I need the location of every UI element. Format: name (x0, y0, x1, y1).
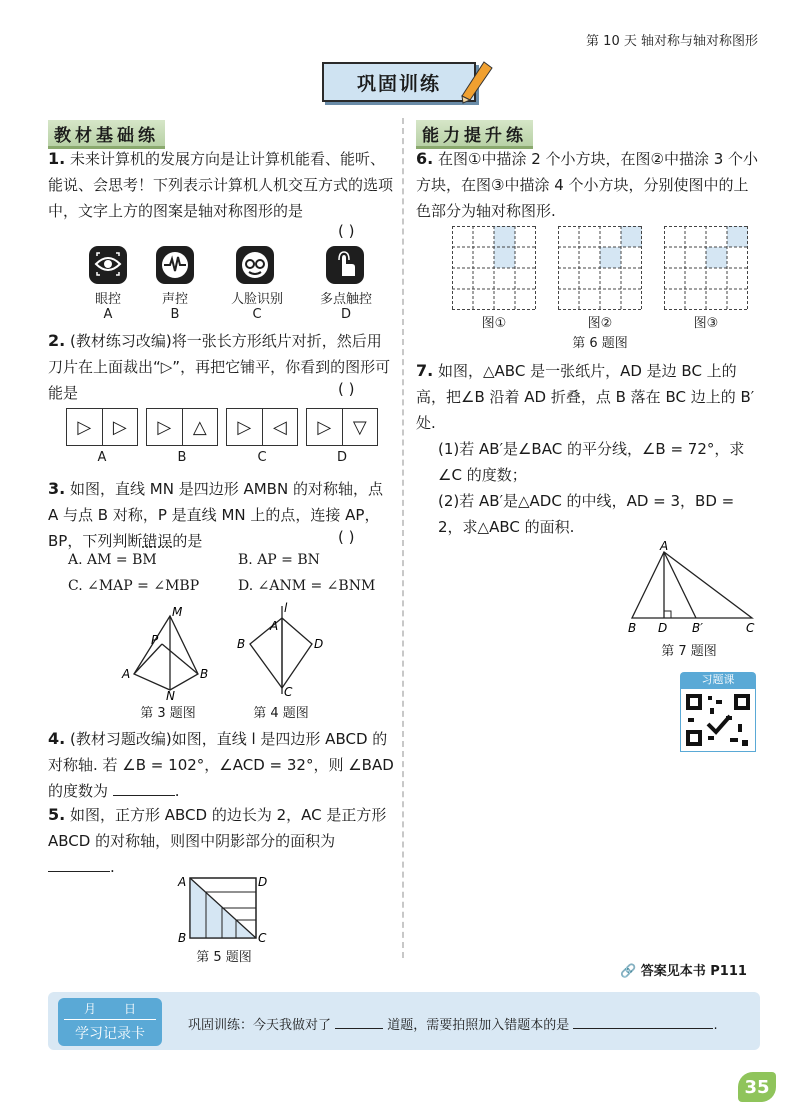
question-text: 如图，直线 MN 是四边形 AMBN 的对称轴，点 A 与点 B 对称，P 是直线 MN 上的点，连接 AP，BP，下列判断 (48, 480, 383, 550)
q2-option-d (306, 408, 378, 465)
fig4-label-d: D (314, 637, 324, 651)
option-letter: C (257, 450, 267, 465)
question-4 (48, 726, 394, 804)
qr-code-icon (680, 688, 756, 752)
fig5-label-d: D (258, 875, 268, 889)
option-letter: B (170, 307, 180, 322)
qr-code-block[interactable] (680, 672, 756, 752)
mistake-list-blank[interactable] (573, 1028, 713, 1029)
question-text: (教材练习改编)将一张长方形纸片对折，然后用刀片在上面裁出“▷”，再把它铺平，你看到的图形可能是 (48, 332, 391, 402)
q2-option-b (146, 408, 218, 465)
shape-right: ◁ (272, 416, 287, 438)
study-record-card (58, 998, 162, 1046)
pencil-icon (458, 60, 494, 104)
fig5-label-c: C (258, 931, 267, 944)
record-card-title: 学习记录卡 (64, 1019, 156, 1043)
option-label: 人脸识别 (230, 292, 283, 307)
fig5-label-b: B (178, 931, 187, 944)
q6-grid-2-label: 图② (587, 316, 613, 331)
question-number: 7. (416, 361, 434, 380)
face-recognition-icon (236, 246, 274, 284)
answer-bracket: ( ) (338, 528, 355, 546)
fig7-label-b: B (628, 621, 637, 635)
q3-option-d: D. ∠ANM = ∠BNM (238, 578, 376, 594)
shape-right: △ (192, 416, 207, 438)
question-text: 如图，△ABC 是一张纸片，AD 是边 BC 上的高，把∠B 沿着 AD 折叠，点 B 落在 BC 边上的 B′处. (416, 362, 755, 432)
q6-grid-1[interactable] (452, 226, 536, 310)
q2-option-a (66, 408, 138, 465)
question-7 (416, 358, 760, 436)
q1-option-c (222, 246, 302, 322)
figure-3 (118, 604, 218, 700)
section-title: 巩固训练 (322, 62, 476, 102)
fig3-label-p: P (151, 633, 159, 647)
emphasis-text: 错误 (142, 532, 173, 550)
sentence-end: . (174, 782, 180, 800)
fig3-label-a: A (122, 667, 131, 681)
question-number: 5. (48, 805, 66, 824)
option-letter: B (177, 450, 187, 465)
option-letter: D (336, 450, 347, 465)
fig3-label-n: N (166, 689, 175, 700)
qr-label: 习题课 (680, 672, 756, 688)
shape-right: ▽ (352, 416, 367, 438)
fig4-label-b: B (237, 637, 246, 651)
fig3-label-b: B (200, 667, 209, 681)
chapter-header: 第 10 天 轴对称与轴对称图形 (586, 34, 758, 49)
question-number: 2. (48, 331, 66, 350)
question-5 (48, 802, 394, 880)
option-letter: D (340, 307, 351, 322)
question-1 (48, 146, 394, 224)
shape-right: ▷ (112, 416, 127, 438)
q1-options (82, 246, 392, 322)
month-label: 月 (83, 1002, 96, 1016)
page-number: 35 (738, 1072, 776, 1102)
shape-left: ▷ (307, 409, 343, 445)
question-number: 1. (48, 149, 66, 168)
q7-subquestion-1: (1)若 AB′是∠BAC 的平分线，∠B = 72°，求∠C 的度数； (438, 440, 745, 484)
option-letter: A (103, 307, 113, 322)
q3-option-b: B. AP = BN (238, 552, 320, 568)
sentence-end: . (110, 858, 115, 876)
figure-4 (232, 600, 324, 700)
column-divider (402, 118, 404, 958)
figure-5-caption: 第 5 题图 (196, 950, 252, 965)
fig5-label-a: A (178, 875, 187, 889)
question-number: 3. (48, 479, 66, 498)
eye-control-icon (89, 246, 127, 284)
answer-blank[interactable] (48, 871, 110, 872)
q2-options (66, 408, 396, 474)
figure-5 (176, 874, 272, 944)
q1-option-b (152, 246, 212, 322)
shape-left: ▷ (67, 409, 103, 445)
option-letter: A (97, 450, 107, 465)
question-number: 4. (48, 729, 66, 748)
question-text: (教材习题改编)如图，直线 l 是四边形 ABCD 的对称轴. 若 ∠B = 102°，∠ACD = 32°，则 ∠BAD 的度数为 (48, 730, 394, 800)
question-text: 如图，正方形 ABCD 的边长为 2，AC 是正方形 ABCD 的对称轴，则图中阴影部分的面积为 (48, 806, 387, 850)
record-text-b: 道题，需要拍照加入错题本的是 (387, 1018, 570, 1033)
q1-option-a (82, 246, 142, 322)
q6-grid-3[interactable] (664, 226, 748, 310)
question-text: 在图①中描涂 2 个小方块，在图②中描涂 3 个小方块，在图③中描涂 4 个小方块，分别使图中的上色部分为轴对称图形. (416, 150, 759, 220)
question-text-end: 的是 (172, 532, 203, 550)
figure-7-caption: 第 7 题图 (661, 644, 717, 659)
q2-option-c (226, 408, 298, 465)
fig7-label-c: C (746, 621, 755, 635)
fig4-label-a: A (270, 619, 279, 633)
q6-grid-3-label: 图③ (693, 316, 719, 331)
link-icon: 🔗 (620, 964, 637, 979)
fig7-label-a: A (660, 540, 669, 553)
multi-touch-icon (326, 246, 364, 284)
figure-3-caption: 第 3 题图 (140, 706, 196, 721)
answer-reference-text: 答案见本书 P111 (640, 964, 747, 979)
option-letter: C (252, 307, 262, 322)
fig4-label-l: l (284, 601, 288, 615)
shape-left: ▷ (227, 409, 263, 445)
record-end: . (713, 1018, 718, 1033)
shape-left: ▷ (147, 409, 183, 445)
answer-bracket: ( ) (338, 222, 355, 240)
record-line (188, 1014, 718, 1033)
day-label: 日 (123, 1002, 136, 1016)
option-label: 眼控 (94, 292, 121, 307)
option-label: 声控 (161, 292, 188, 307)
answer-bracket: ( ) (338, 380, 355, 398)
q3-option-c: C. ∠MAP = ∠MBP (68, 578, 200, 594)
figure-4-caption: 第 4 题图 (253, 706, 309, 721)
q6-grid-1-label: 图① (481, 316, 507, 331)
question-6 (416, 146, 760, 224)
question-text: 未来计算机的发展方向是让计算机能看、能听、能说、会思考！下列表示计算机人机交互方式的选项中，文字上方的图案是轴对称图形的是 (48, 150, 394, 220)
answer-reference (620, 960, 747, 979)
q3-option-a: A. AM = BM (68, 552, 157, 568)
right-section-tag: 能力提升练 (416, 120, 533, 149)
figure-6-caption: 第 6 题图 (572, 336, 628, 351)
correct-count-blank[interactable] (335, 1028, 383, 1029)
record-text-a: 巩固训练：今天我做对了 (188, 1018, 332, 1033)
question-number: 6. (416, 149, 434, 168)
left-section-tag: 教材基础练 (48, 120, 165, 149)
figure-7 (622, 540, 762, 636)
fig3-label-m: M (172, 605, 183, 619)
q7-subquestion-2: (2)若 AB′是△ADC 的中线，AD = 3，BD = 2，求△ABC 的面积. (438, 492, 735, 536)
fig7-label-d: D (658, 621, 668, 635)
fig7-label-b-prime: B′ (692, 621, 703, 635)
option-label: 多点触控 (319, 292, 372, 307)
q6-grid-2[interactable] (558, 226, 642, 310)
answer-blank[interactable] (113, 795, 175, 796)
voice-control-icon (156, 246, 194, 284)
q1-option-d (310, 246, 390, 322)
fig4-label-c: C (284, 685, 293, 699)
